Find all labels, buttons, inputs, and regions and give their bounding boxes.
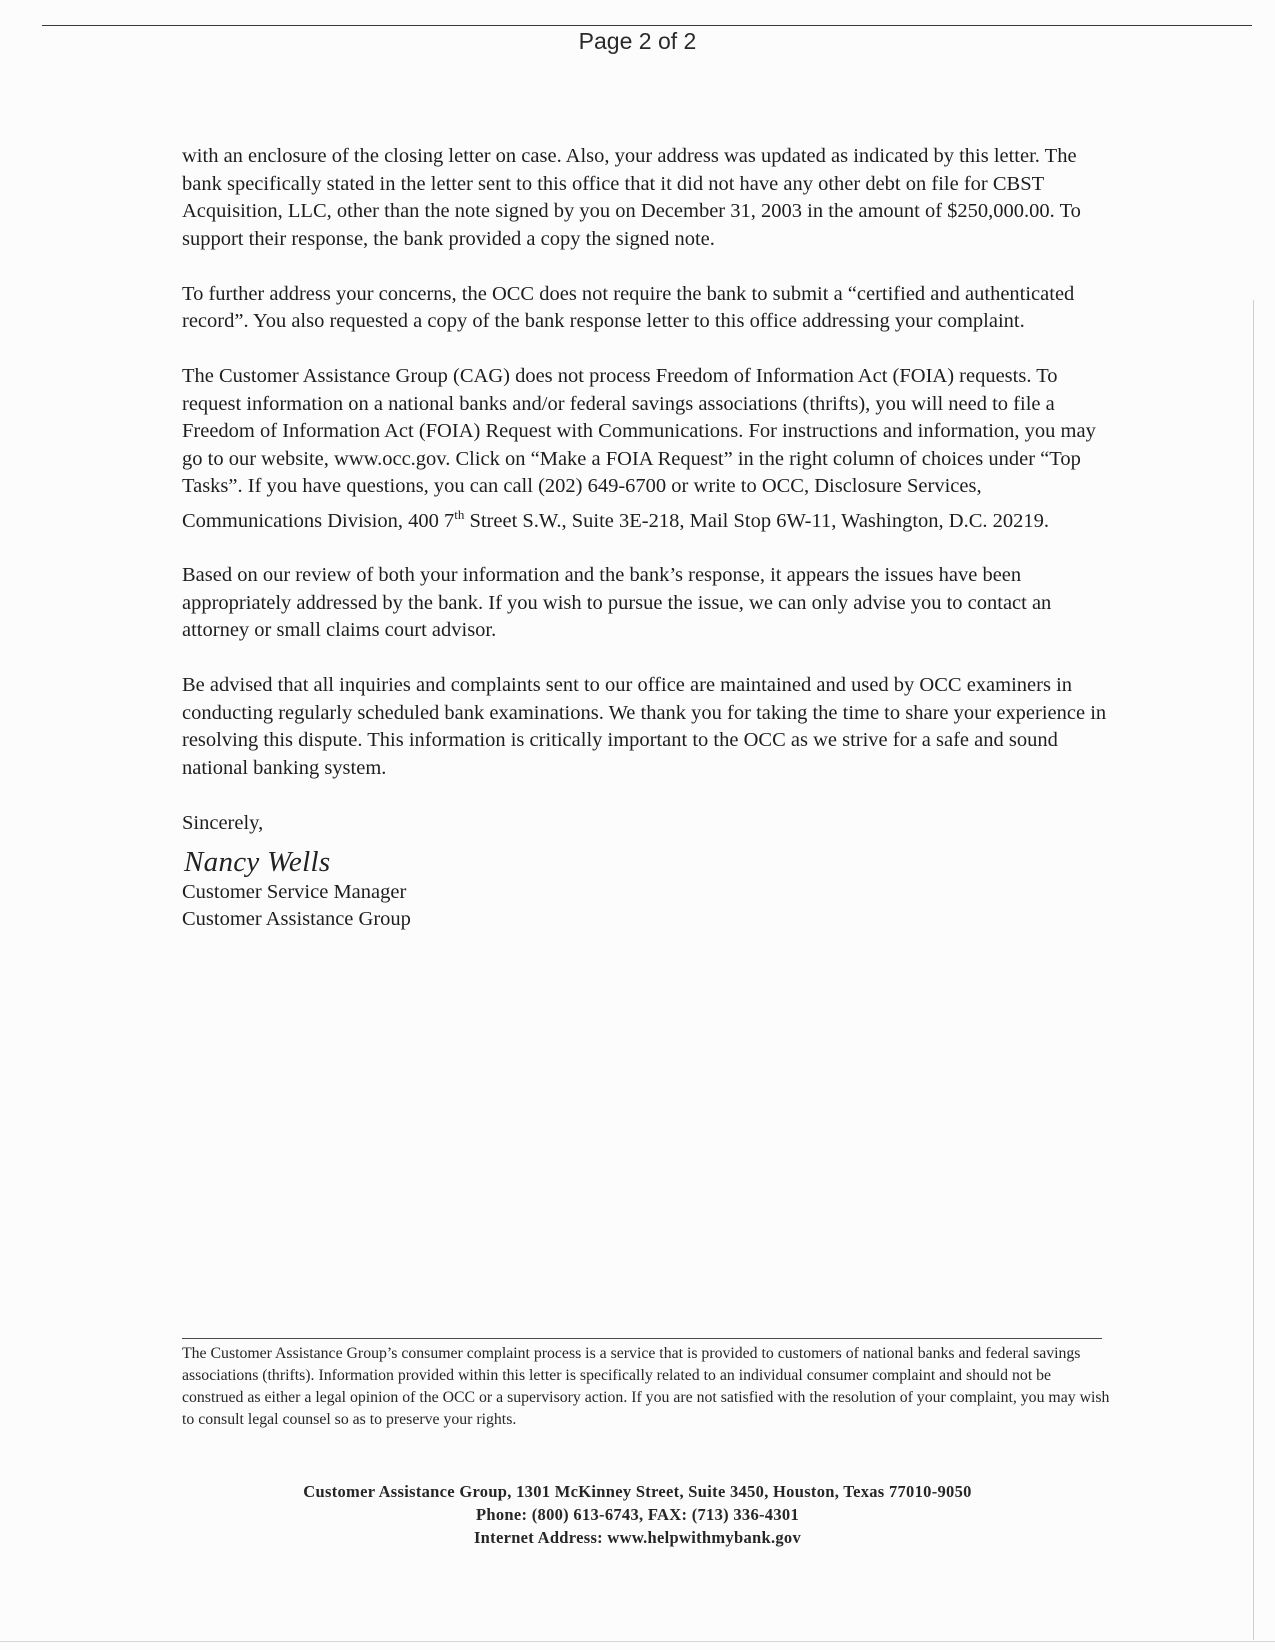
contact-address: Customer Assistance Group, 1301 McKinney Street, Suite 3450, Houston, Texas 77010-9050 [303,1482,972,1501]
paragraph-certified-record: To further address your concerns, the OCC does not require the bank to submit a “certified and authenticated record”. You also requested a copy of the bank response letter to this office addressing your complaint. [182,282,1075,332]
footer-rule [182,1338,1102,1339]
foia-text-part1: The Customer Assistance Group (CAG) does not process Freedom of Information Act (FOIA) requests. To request information on a national banks and/or federal savings associations (thrifts), you will need to file a Freedom of Information Act (FOIA) Request with Communications. For instructions and information, you may go to our website, www.occ.gov. Click on “Make a FOIA Request” in the right column of choices under “Top Tasks”. If you have questions, you can call (202) 649-6700 or write to OCC, Disclosure Services, Communications Division, 400 7 [182,365,1096,532]
closing-block [182,810,1112,934]
scan-edge-right [1253,300,1255,1640]
handwritten-signature: Nancy Wells [184,846,331,879]
salutation: Sincerely, [182,811,264,834]
paragraph-advisory: Be advised that all inquiries and complaints sent to our office are maintained and used by OCC examiners in conducting regularly scheduled bank examinations. We thank you for taking the time to share your experience in resolving this dispute. This information is critically important to the OCC as we strive for a safe and sound national banking system. [182,674,1107,779]
contact-phone: Phone: (800) 613-6743, FAX: (713) 336-4301 [476,1505,799,1524]
foia-street-suffix: th [454,506,465,522]
page-indicator: Page 2 of 2 [578,28,697,54]
scan-edge-bottom [0,1641,1275,1642]
foia-text-part2: Street S.W., Suite 3E-218, Mail Stop 6W-11, Washington, D.C. 20219. [464,509,1050,532]
signer-title: Customer Service Manager [182,880,407,903]
paragraph-review: Based on our review of both your information and the bank’s response, it appears the issues have been appropriately addressed by the bank. If you wish to pursue the issue, we can only advise you to contact an attorney or small claims court advisor. [182,564,1052,642]
footer-contact [0,1480,1275,1549]
paragraph-foia [182,363,1112,535]
letter-body [182,143,1112,934]
signer-department: Customer Assistance Group [182,908,411,931]
paragraph-closing-letter: with an enclosure of the closing letter on case. Also, your address was updated as indicated by this letter. The bank specifically stated in the letter sent to this office that it did not have any other debt on file for CBST Acquisition, LLC, other than the note signed by you on December 31, 2003 in the amount of $250,000.00. To support their response, the bank provided a copy the signed note. [182,145,1081,250]
header-rule [42,25,1252,26]
footer-disclaimer: The Customer Assistance Group’s consumer complaint process is a service that is provided to customers of national banks and federal savings associations (thrifts). Information provided within this letter is specifically related to an individual consumer complaint and should not be construed as either a legal opinion of the OCC or a supervisory action. If you are not satisfied with the resolution of your complaint, you may wish to consult legal counsel so as to preserve your rights. [182,1345,1110,1428]
contact-internet: Internet Address: www.helpwithmybank.gov [473,1528,802,1547]
